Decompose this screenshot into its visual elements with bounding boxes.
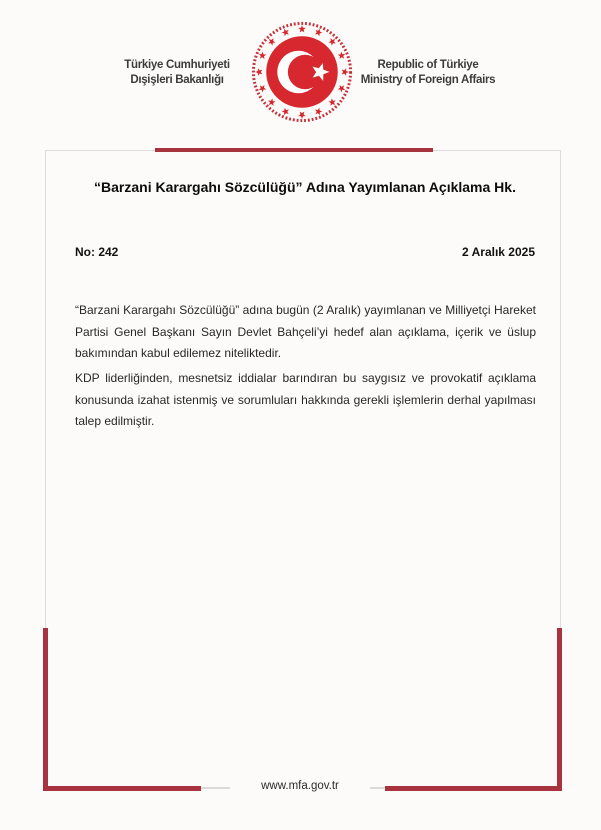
org-name-turkish-line1: Türkiye Cumhuriyeti <box>124 59 230 71</box>
org-name-english <box>358 58 498 88</box>
footer-website: www.mfa.gov.tr <box>230 780 370 792</box>
bottom-accent-line-left <box>43 786 201 791</box>
document-paragraph: KDP liderliğinden, mesnetsiz iddialar barındıran bu saygısız ve provokatif açıklama konusunda izahat istenmiş ve sorumluları hakkında gerekli işlemlerin derhal yapılması talep edilmiştir. <box>75 371 536 428</box>
document-number: No: 242 <box>75 245 119 259</box>
org-name-english-line1: Republic of Türkiye <box>377 59 479 71</box>
org-name-turkish <box>112 58 242 88</box>
document-title: “Barzani Karargahı Sözcülüğü” Adına Yayımlanan Açıklama Hk. <box>94 179 516 195</box>
turkey-mfa-emblem-icon <box>249 19 355 125</box>
document-date: 2 Aralık 2025 <box>462 245 535 259</box>
right-accent-bar <box>557 628 562 790</box>
org-name-turkish-line2: Dışişleri Bakanlığı <box>130 74 224 86</box>
org-name-english-line2: Ministry of Foreign Affairs <box>360 74 496 86</box>
bottom-accent-line-right <box>385 786 562 791</box>
left-accent-bar <box>43 628 48 790</box>
document-paragraph: “Barzani Karargahı Sözcülüğü” adına bugün (2 Aralık) yayımlanan ve Milliyetçi Hareket Partisi Genel Başkanı Sayın Devlet Bahçeli’yi hedef alan açıklama, içerik ve üslup bakımından kabul edilemez niteliktedir. <box>75 303 536 360</box>
document-meta-row <box>75 245 535 259</box>
top-accent-line <box>155 148 433 152</box>
